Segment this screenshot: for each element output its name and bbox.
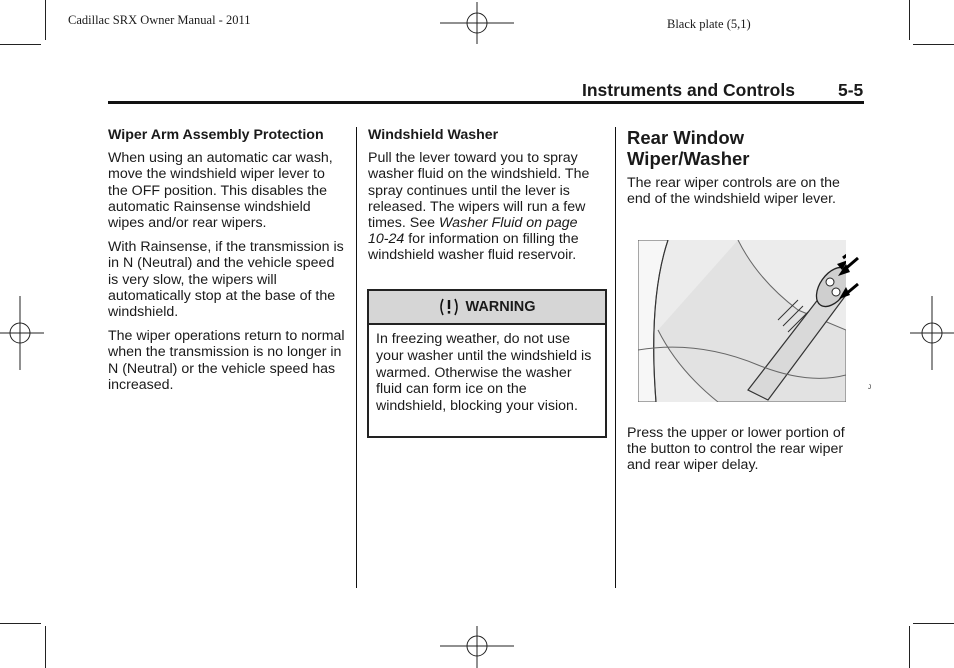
plate-label: Black plate (5,1) — [667, 17, 751, 31]
warning-box — [367, 289, 607, 438]
registration-mark-icon — [440, 2, 514, 44]
crop-mark — [913, 44, 954, 45]
cross-reference-link[interactable]: Washer Fluid on page 10-24 — [368, 215, 578, 248]
paragraph — [368, 150, 600, 263]
column-2 — [368, 127, 600, 272]
warning-text: In freezing weather, do not use your washer until the windshield is warmed. Otherwise the washer fluid can form ice on the windshield, blocking your vision. — [376, 331, 592, 415]
subheading: Windshield Washer — [368, 127, 499, 143]
warning-header — [369, 291, 605, 325]
paragraph: With Rainsense, if the transmission is in N (Neutral) and the vehicle speed is very slow, the wipers will automatically stop at the base of the windshield. — [108, 239, 344, 321]
registration-mark-icon — [440, 626, 514, 668]
column-divider — [356, 127, 357, 588]
column-3 — [627, 127, 859, 215]
document-title: Cadillac SRX Owner Manual - 2011 — [68, 13, 251, 27]
column-1 — [108, 127, 348, 401]
paragraph-text: Pull the lever toward you to spray washer fluid on the windshield. The spray continues until the lever is released. The wipers will run a few times. See — [368, 150, 590, 232]
crop-mark — [0, 44, 41, 45]
column-divider — [615, 127, 616, 588]
paragraph-text: for information on filling the windshield washer fluid reservoir. — [368, 231, 579, 264]
paragraph: The wiper operations return to normal when the transmission is no longer in N (Neutral) or the vehicle speed has increased. — [108, 328, 345, 393]
page-number: 5-5 — [838, 80, 864, 100]
section-heading: Rear Window Wiper/Washer — [627, 127, 750, 169]
crop-mark — [909, 626, 910, 668]
crop-mark — [913, 623, 954, 624]
figure-id: J — [868, 385, 871, 391]
crop-mark — [0, 623, 41, 624]
exclamation-bracket-icon — [438, 297, 460, 317]
paragraph: The rear wiper controls are on the end of the windshield wiper lever. — [627, 175, 840, 208]
paragraph: When using an automatic car wash, move the windshield wiper lever to the OFF position. This disables the automatic Rainsense windshield wipes and/or rear wipers. — [108, 150, 333, 232]
section-title: Instruments and Controls — [582, 80, 795, 100]
registration-mark-icon — [910, 296, 954, 370]
crop-mark — [45, 0, 46, 40]
registration-mark-icon — [0, 296, 44, 370]
arrow-icon — [836, 256, 860, 300]
header-rule — [108, 101, 864, 104]
crop-mark — [909, 0, 910, 40]
crop-mark — [45, 626, 46, 668]
subheading: Wiper Arm Assembly Protection — [108, 127, 324, 143]
wiper-lever-illustration — [638, 240, 846, 402]
warning-title: WARNING — [465, 299, 536, 315]
paragraph: Press the upper or lower portion of the button to control the rear wiper and rear wiper delay. — [627, 425, 845, 474]
